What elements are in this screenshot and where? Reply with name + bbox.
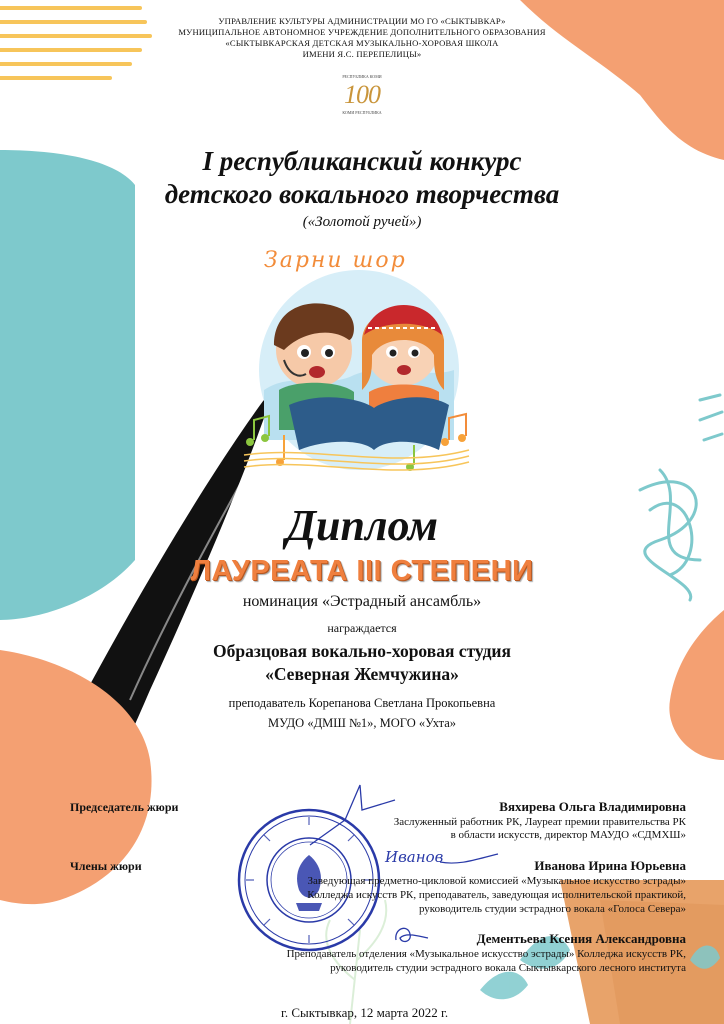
signature-member2: [392, 922, 432, 946]
header-line-2: МУНИЦИПАЛЬНОЕ АВТОНОМНОЕ УЧРЕЖДЕНИЕ ДОПОЛНИТЕЛЬНОГО ОБРАЗОВАНИЯ: [178, 27, 546, 37]
place-date: г. Сыктывкар, 12 марта 2022 г.: [281, 1005, 449, 1020]
chair-label: Председатель жюри: [70, 800, 179, 814]
member2-desc-1: Преподаватель отделения «Музыкальное искусство эстрады» Колледжа искусств РК,: [286, 948, 686, 960]
laureate-degree: ЛАУРЕАТА III СТЕПЕНИ: [190, 555, 534, 587]
recipient-line-1: Образцовая вокально-хоровая студия: [213, 641, 511, 661]
members-label: Члены жюри: [70, 859, 142, 873]
logo-number: 100: [344, 80, 380, 109]
member1-desc-1: Заведующая предметно-цикловой комиссией «Музыкальное искусство эстрады»: [307, 875, 686, 887]
member2-desc-2: руководитель студии эстрадного вокала Сыктывкарского лесного института: [330, 962, 686, 974]
member1-desc-3: руководитель студии эстрадного вокала «Голоса Севера»: [418, 903, 686, 915]
logo-top-text: РЕСПУБЛИКА КОМИ: [342, 74, 382, 79]
recipient-line-2: «Северная Жемчужина»: [265, 664, 459, 684]
komi-100-logo: [342, 74, 382, 134]
chair-desc-1: Заслуженный работник РК, Лауреат премии правительства РК: [393, 816, 686, 828]
logo-bottom-text: КОМИ РЕСПУБЛИКА: [342, 110, 382, 115]
nomination: номинация «Эстрадный ансамбль»: [242, 593, 482, 610]
teacher: преподаватель Корепанова Светлана Прокопьевна: [228, 696, 496, 710]
header-line-1: УПРАВЛЕНИЕ КУЛЬТУРЫ АДМИНИСТРАЦИИ МО ГО «СЫКТЫВКАР»: [218, 16, 506, 26]
contest-subtitle: («Золотой ручей»): [302, 214, 422, 230]
emblem-illustration: [234, 240, 474, 495]
emblem-title: Зарни шор: [264, 248, 407, 273]
member2-name: Дементьева Ксения Александровна: [476, 931, 686, 946]
member1-name: Иванова Ирина Юрьевна: [534, 858, 686, 873]
chair-desc-2: в области искусств, директор МАУДО «СДМХШ»: [450, 829, 686, 841]
awarded-label: награждается: [327, 621, 397, 635]
chair-name: Вяхирева Ольга Владимировна: [499, 799, 686, 814]
school: МУДО «ДМШ №1», МОГО «Ухта»: [267, 716, 457, 730]
contest-title-line-1: I республиканский конкурс: [202, 146, 522, 176]
header-line-3: «СЫКТЫВКАРСКАЯ ДЕТСКАЯ МУЗЫКАЛЬНО-ХОРОВАЯ ШКОЛА: [225, 38, 499, 48]
member1-desc-2: Колледжа искусств РК, преподаватель, заведующая исполнительской практикой,: [307, 889, 686, 901]
header-line-4: ИМЕНИ Я.С. ПЕРЕПЕЛИЦЫ»: [302, 49, 422, 59]
diploma-title: Диплом: [285, 501, 439, 550]
signature-chair: [300, 780, 410, 850]
contest-emblem: [234, 240, 474, 495]
signature-member1: Иванов: [385, 848, 444, 866]
signature-member1-stroke: [440, 848, 500, 868]
contest-title-line-2: детского вокального творчества: [164, 179, 560, 209]
